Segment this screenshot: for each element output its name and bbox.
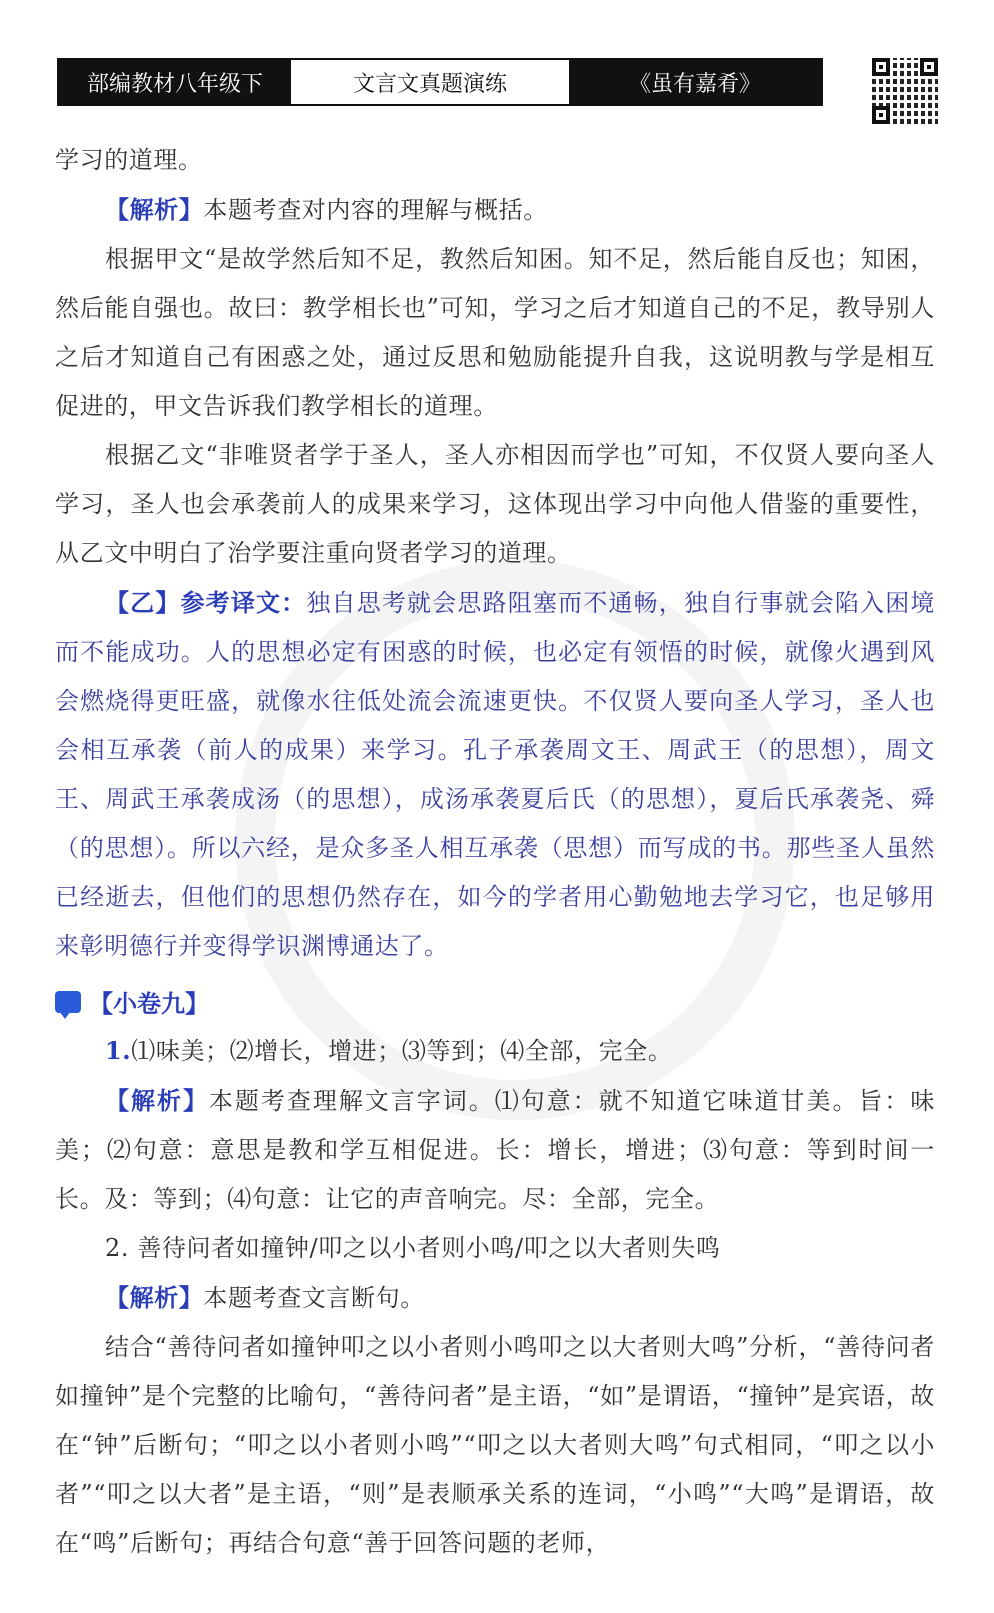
paragraph-jia: 根据甲文“是故学然后知不足，教然后知困。知不足，然后能自反也；知困，然后能自强也。故曰：教学相长也”可知，学习之后才知道自己的不足，教导别人之后才知道自己有困惑之处，通过反思和勉励能提升自我，这说明教与学是相互促进的，甲文告诉我们教学相长的道理。 [55,245,935,420]
translation-paragraph [55,578,935,971]
question-2-analysis: 【解析】本题考查文言断句。 [105,1283,425,1312]
header-bar [57,58,823,106]
question-2-answer: 2. 善待问者如撞钟/叩之以小者则小鸣/叩之以大者则失鸣 [105,1234,721,1262]
qr-code [872,58,938,124]
section-heading [55,977,935,1026]
question-1-analysis: 【解析】本题考查理解文言字词。⑴句意：就不知道它味道甘美。旨：味美；⑵句意：意思是教和学互相促进。长：增长，增进；⑶句意：等到时间一长。及：等到；⑷句意：让它的声音响完。尽：全部，完全。 [55,1086,935,1213]
question-number: 1. [105,1036,132,1065]
header-grade: 部编教材八年级下 [59,60,291,104]
analysis-tag: 【解析】 [105,1283,204,1312]
paragraph-yi: 根据乙文“非唯贤者学于圣人，圣人亦相因而学也”可知，不仅贤人要向圣人学习，圣人也会承袭前人的成果来学习，这体现出学习中向他人借鉴的重要性，从乙文中明白了治学要注重向贤者学习的道理。 [55,441,935,567]
header-title: 《虽有嘉肴》 [569,60,821,104]
analysis-paragraph: 【解析】本题考查对内容的理解与概括。 [105,195,548,224]
question-2-paragraph: 结合“善待问者如撞钟叩之以小者则小鸣叩之以大者则大鸣”分析，“善待问者如撞钟”是个完整的比喻句，“善待问者”是主语，“如”是谓语，“撞钟”是宾语，故在“钟”后断句；“叩之以小者则小鸣”“叩之以大者则大鸣”句式相同，“叩之以小者”“叩之以大者”是主语，“则”是表顺承关系的连词，“小鸣”“大鸣”是谓语，故在“鸣”后断句；再结合句意“善于回答问题的老师， [55,1333,935,1557]
continued-line: 学习的道理。 [55,146,203,174]
comment-icon [55,991,81,1013]
header-topic: 文言文真题演练 [291,60,569,104]
question-1-answer: 1.⑴味美；⑵增长，增进；⑶等到；⑷全部，完全。 [105,1036,673,1065]
translation-text: 独自思考就会思路阻塞而不通畅，独自行事就会陷入困境而不能成功。人的思想必定有困惑的时候，也必定有领悟的时候，就像火遇到风会燃烧得更旺盛，就像水往低处流会流速更快。不仅贤人要向圣人学习，圣人也会相互承袭（前人的成果）来学习。孔子承袭周文王、周武王（的思想），周文王、周武王承袭成汤（的思想），成汤承袭夏后氏（的思想），夏后氏承袭尧、舜（的思想）。所以六经，是众多圣人相互承袭（思想）而写成的书。那些圣人虽然已经逝去，但他们的思想仍然存在，如今的学者用心勤勉地去学习它，也足够用来彰明德行并变得学识渊博通达了。 [55,589,935,960]
analysis-tag: 【解析】 [105,195,204,224]
analysis-tag: 【解析】 [105,1086,209,1115]
translation-tag: 【乙】参考译文： [105,588,307,617]
section-label: 【小卷九】 [89,989,209,1018]
document-body [55,136,935,1568]
